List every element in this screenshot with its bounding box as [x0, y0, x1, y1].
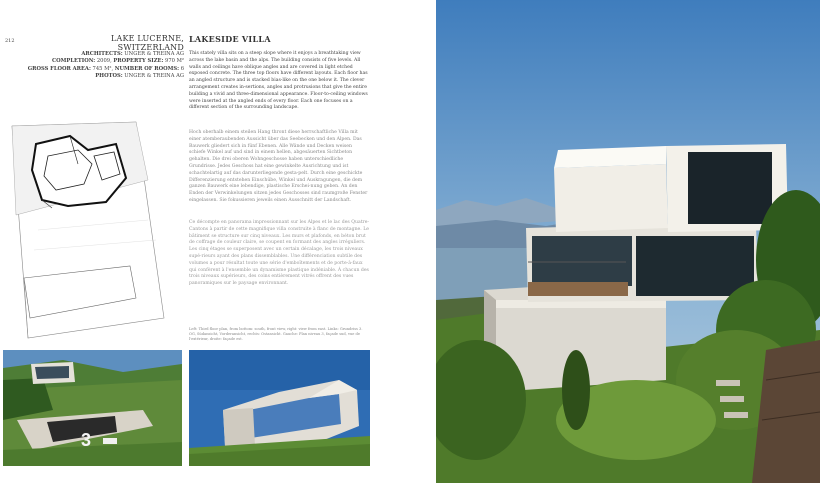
- right-page-photo: [436, 0, 820, 483]
- project-title: LAKESIDE VILLA: [189, 34, 271, 44]
- location-heading: LAKE LUCERNE, SWITZERLAND: [110, 34, 184, 52]
- text-german: Hoch oberhalb einem steilen Hang thront diese herrschaftliche Villa mit einer atemberaubenden Aussicht über das Seebecken und den Alpen. Das Bauwerk gliedert sich in fünf Ebenen. Alle Wände und Decken weisen schiefe Winkel auf und sind in einem hellen, abgesäuerten Sichtbeton gehalten. Die drei oberen Wohngeschosse haben unterschiedliche Grundrisse. Jedes Geschoss hat eine gewinkelte Ausrichtung und ist schachtelartig auf das darunterliegende gesta-pelt. Durch eine geschickte Differenzierung entstehen Einschübe, Winkel und Auskragungen, die dem ganzen Bauwerk eine lebendige, plastische Erschei-nung geben. An den Enden der Verwinkelungen sitzen jedes Geschosses sind raumgroße Fenster eingelassen. Sie fokussieren jeweils einen Ausschnitt der Landschaft.: [189, 130, 368, 203]
- text-english: This stately villa sits on a steep slope where it enjoys a breathtaking view across the lake basin and the alps. The building consists of five levels. All walls and ceilings have oblique angles and are covered in light etched exposed concrete. The three top floors have different layouts. Each floor has an angled structure and is stacked bias-like on the one below it. The clever arrangement creates in-sertions, angles and protrusions that give the entire building a vivid and three-dimensional appearance. Floor-to-ceiling windows were inserted at the angled ends of every floor. Each one focuses on a different section of the surrounding landscape.: [189, 51, 368, 111]
- credit-floor-area: GROSS FLOOR AREA: 745 M², NUMBER OF ROOMS: 6: [27, 65, 184, 72]
- photo-villa-front: [189, 350, 370, 466]
- page-number: 212: [5, 38, 15, 44]
- floor-plan-drawing: [8, 120, 166, 342]
- credits-block: [20, 51, 184, 81]
- credit-photos: PHOTOS: UNGER & TREINA AG: [95, 73, 184, 80]
- photo-villa-south: [3, 350, 182, 466]
- garage-number: 3: [81, 430, 92, 450]
- text-french: Ce décompte en panorama impressionnant sur les Alpes et le lac des Quatre-Cantons à partir de cette magnifique villa construite à flanc de montagne. Le bâtiment se structure sur cinq niveaux. Les murs et plafonds, en béton brut de coffrage de couleur claire, se coupent en formant des angles irréguliers. Les cinq étages se superposent avec un certain décalage, les trois niveaux supé-rieurs ayant des plans dissemblables. Une différenciation subtile des volumes a pour résultat toute une série d'emboîtements et de porte-à-faux qui confèrent à l'ensemble un dynamisme plastique indéniable. À chacun des trois niveaux supérieurs, des coins entièrement vitrés offrent des vues panoramiques sur le paysage environnant.: [189, 220, 370, 287]
- credit-architects: ARCHITECTS: UNGER & TREINA AG: [81, 51, 184, 57]
- credit-completion: COMPLETION: 2009, PROPERTY SIZE: 970 M²: [52, 58, 184, 65]
- image-caption: Left: Third floor plan, from bottom: south, front view, right: view from east. Links: Grundriss 3. OG, Südansicht, Vorderansicht, rechts: Ostansicht. Gauche: Plan niveau 3, façade sud, vue de l'extérieur, droite: façade est.: [189, 327, 363, 342]
